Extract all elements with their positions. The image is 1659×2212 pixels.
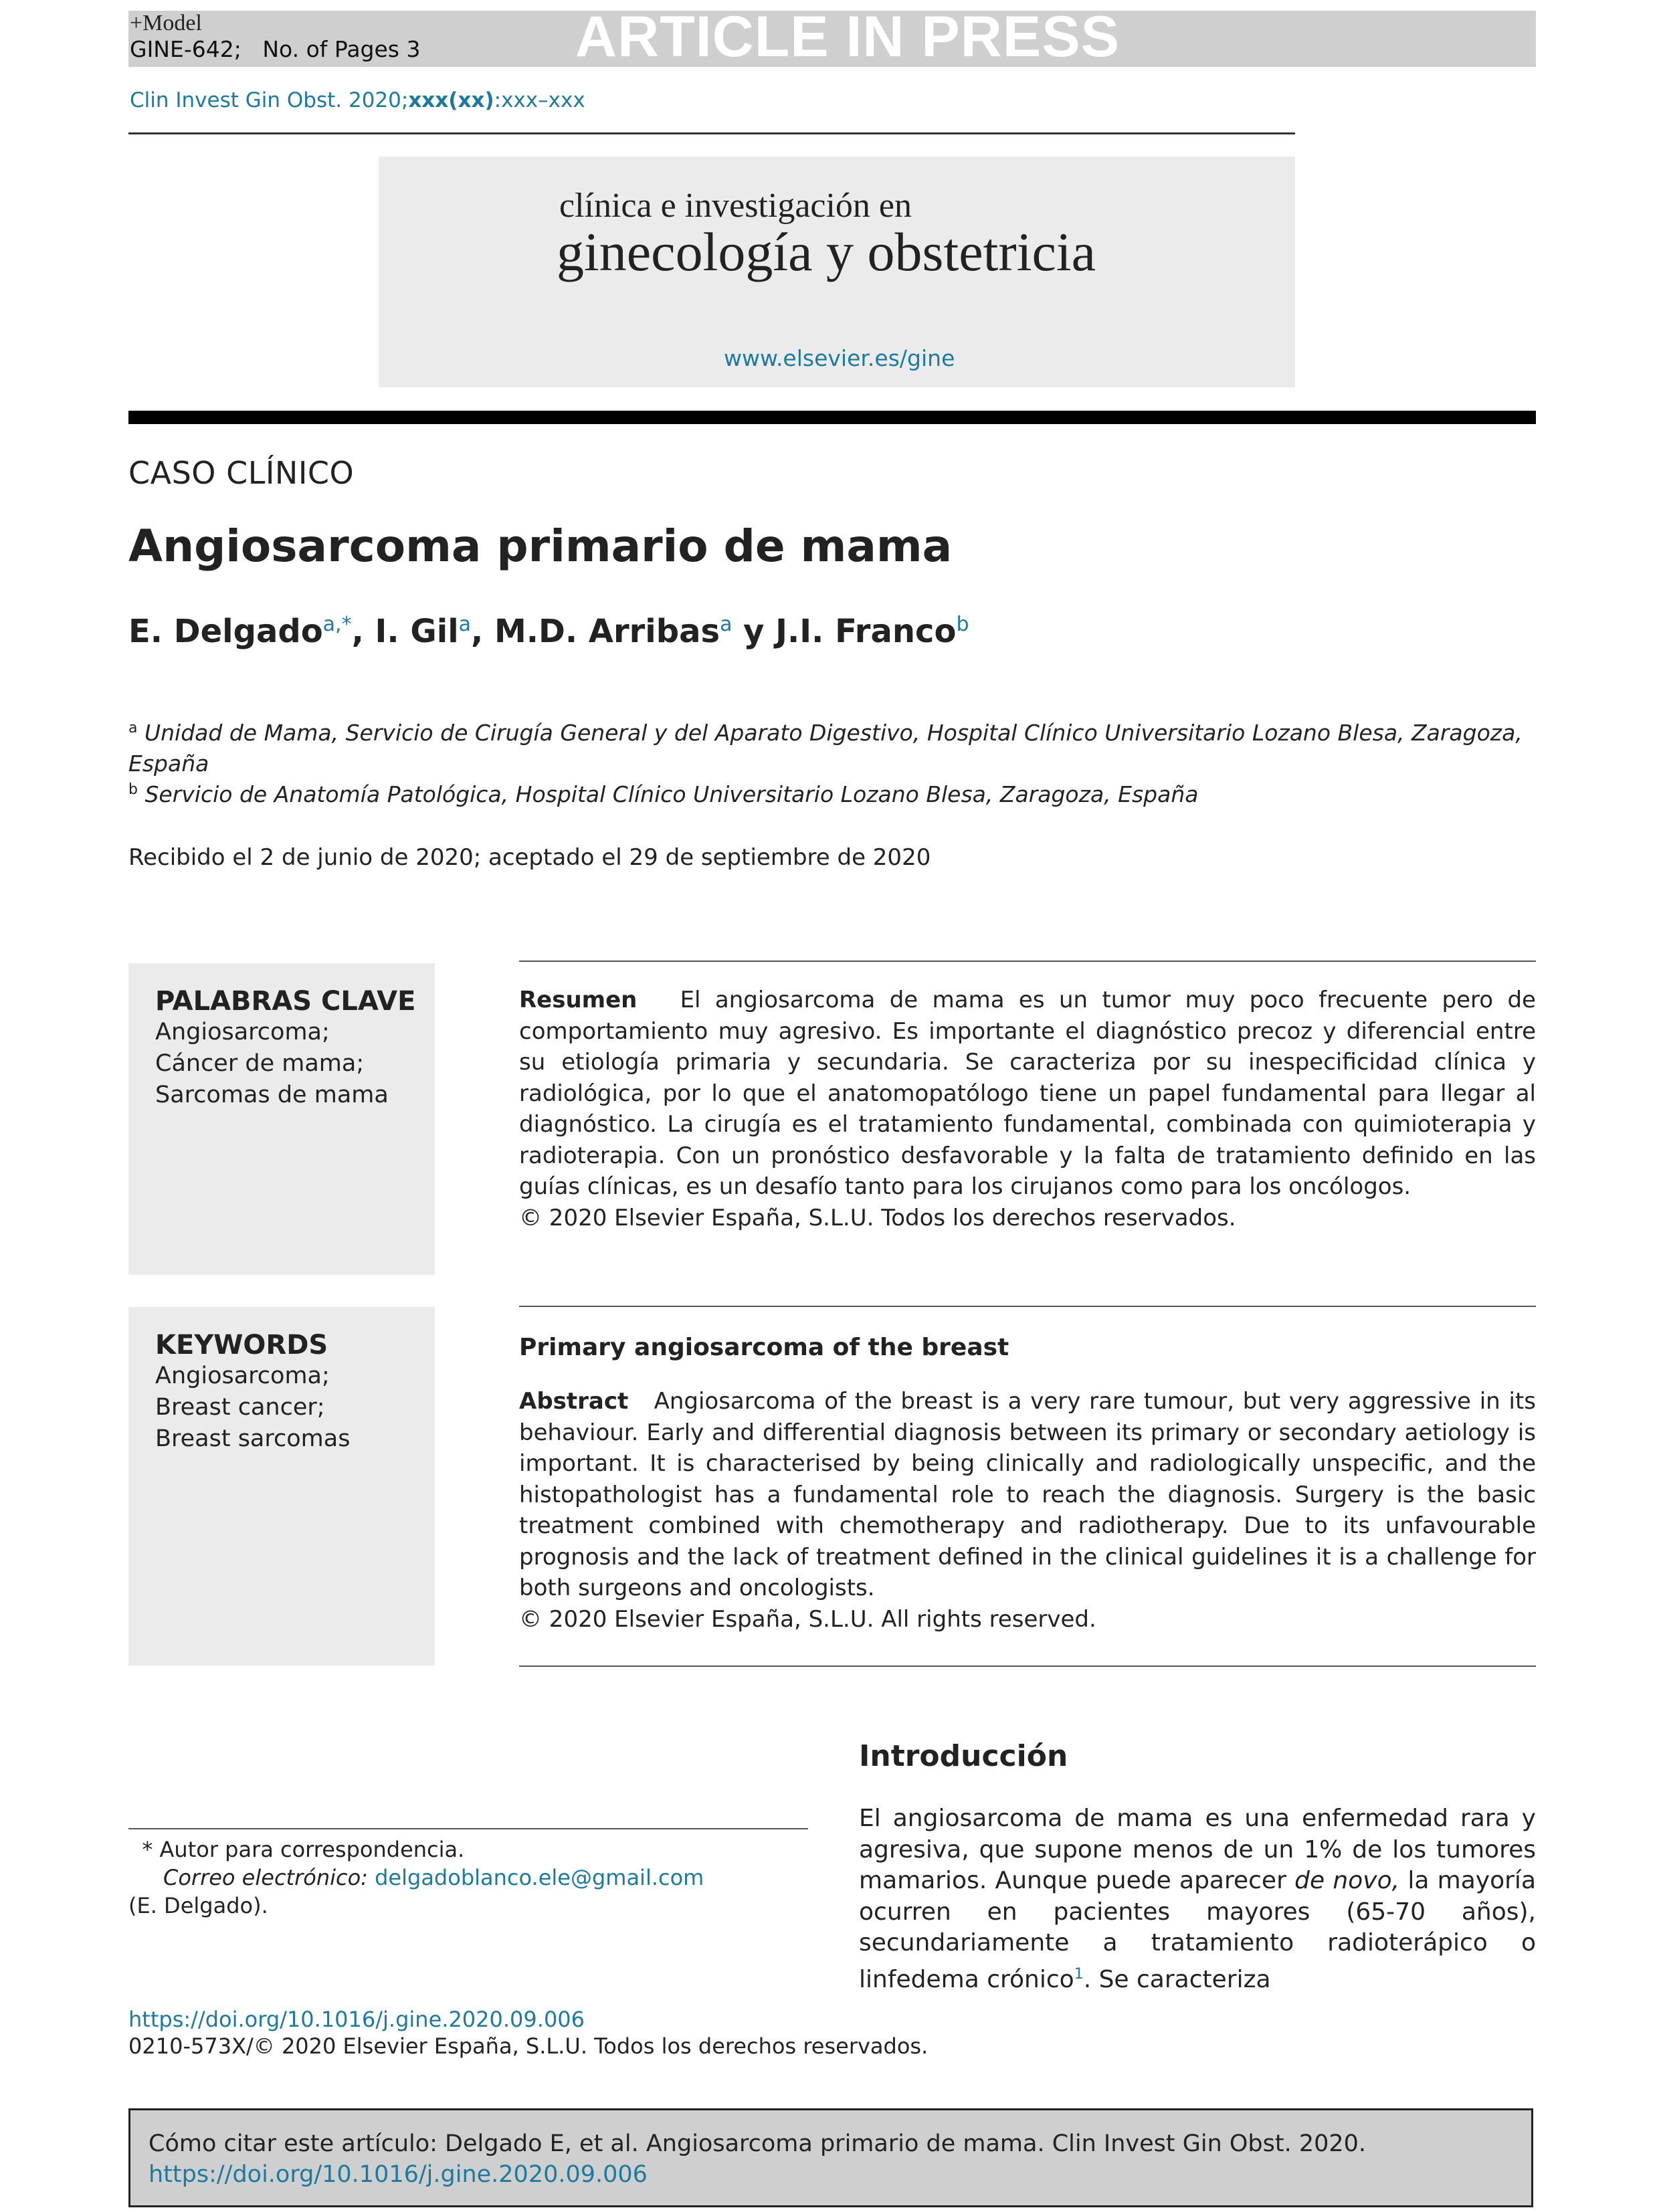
email-owner: (E. Delgado). — [128, 1893, 268, 1918]
abstract-es-top-rule — [519, 961, 1536, 962]
abstract-en-bottom-rule — [519, 1666, 1536, 1667]
author-affiliation-mark[interactable]: a — [458, 613, 472, 636]
footnote-star: * — [142, 1837, 153, 1862]
intro-text-italic: de novo, — [1294, 1867, 1400, 1894]
article-type: CASO CLÍNICO — [128, 455, 355, 491]
intro-text-part: . Se caracteriza — [1083, 1965, 1271, 1993]
keywords-es-box — [128, 963, 435, 1275]
header-divider — [128, 132, 1295, 134]
author-name[interactable]: E. Delgado — [128, 613, 323, 650]
affiliation-text: Unidad de Mama, Servicio de Cirugía General y del Aparato Digestivo, Hospital Clínico Universitario Lozano Blesa, Zaragoza, España — [128, 720, 1523, 777]
corresponding-author-note — [128, 1835, 808, 1864]
keywords-es-heading: PALABRAS CLAVE — [155, 986, 416, 1017]
author-name[interactable]: I. Gil — [375, 613, 459, 650]
author-affiliation-mark[interactable]: b — [956, 613, 969, 636]
cite-doi-link[interactable]: https://doi.org/10.1016/j.gine.2020.09.006 — [149, 2161, 648, 2188]
footnote-divider — [128, 1828, 808, 1829]
keywords-en-heading: KEYWORDS — [155, 1330, 328, 1361]
abstract-en-top-rule — [519, 1306, 1536, 1307]
author-separator: y — [732, 613, 776, 650]
email-label: Correo electrónico: — [163, 1865, 368, 1890]
citation-volume: xxx(xx) — [408, 88, 494, 112]
introduction-heading: Introducción — [859, 1739, 1068, 1773]
received-dates: Recibido el 2 de junio de 2020; aceptado el 29 de septiembre de 2020 — [128, 844, 931, 871]
abstract-es-label: Resumen — [519, 987, 638, 1013]
author-name[interactable]: J.I. Franco — [775, 613, 957, 650]
author-name[interactable]: M.D. Arribas — [494, 613, 720, 650]
journal-name-line2: ginecología y obstetricia — [557, 221, 1096, 282]
abstract-es — [519, 985, 1536, 1233]
keyword-item: Breast sarcomas — [155, 1425, 351, 1452]
reference-link[interactable]: 1 — [1074, 1965, 1084, 1983]
affiliation-mark: b — [128, 781, 138, 798]
author-list — [128, 613, 969, 650]
title-divider — [128, 411, 1536, 424]
plus-model-label: +Model — [130, 11, 202, 35]
keyword-item: Angiosarcoma; — [155, 1363, 330, 1389]
keyword-item: Sarcomas de mama — [155, 1082, 389, 1108]
doi-link[interactable]: https://doi.org/10.1016/j.gine.2020.09.006 — [128, 2007, 585, 2032]
affiliation-mark: a — [128, 720, 138, 736]
keyword-item: Angiosarcoma; — [155, 1019, 330, 1045]
keyword-item: Cáncer de mama; — [155, 1050, 365, 1077]
abstract-en-label: Abstract — [519, 1388, 629, 1415]
affiliation-text: Servicio de Anatomía Patológica, Hospital Clínico Universitario Lozano Blesa, Zaragoza, España — [144, 781, 1199, 807]
abstract-en — [519, 1386, 1536, 1635]
author-affiliation-mark[interactable]: a,* — [322, 613, 352, 636]
keyword-item: Breast cancer; — [155, 1394, 325, 1421]
journal-name-line1: clínica e investigación en — [559, 187, 912, 225]
introduction-text — [859, 1803, 1536, 1995]
cite-sentence: Cómo citar este artículo: Delgado E, et al. Angiosarcoma primario de mama. Clin Invest Gin Obst. 2020. — [149, 2130, 1367, 2157]
affiliation-a — [128, 713, 1536, 779]
abstract-en-copyright: © 2020 Elsevier España, S.L.U. All rights reserved. — [519, 1605, 1096, 1633]
abstract-en-title: Primary angiosarcoma of the breast — [519, 1334, 1009, 1361]
intro-text-part: El angiosarcoma de mama es una enfermedad rara y agresiva, que supone menos de un 1% de los tumores mamarios. Aunque puede aparecer — [859, 1805, 1536, 1894]
issn-copyright: 0210-573X/© 2020 Elsevier España, S.L.U. Todos los derechos reservados. — [128, 2033, 929, 2059]
email-link[interactable]: delgadoblanco.ele@gmail.com — [375, 1865, 704, 1890]
keywords-en-box — [128, 1307, 435, 1666]
citation-pages: :xxx–xxx — [494, 88, 585, 112]
abstract-es-text: El angiosarcoma de mama es un tumor muy poco frecuente pero de comportamiento muy agresivo. Es importante el diagnóstico precoz y diferencial entre su etiología primaria y secundaria. Se caracteriza por su inespecificidad clínica y radiológica, por lo que el anatomopatólogo tiene un papel fundamental para llegar al diagnóstico. La cirugía es el tratamiento fundamental, combinada con quimioterapia y radioterapia. Con un pronóstico desfavorable y la falta de tratamiento definido en las guías clínicas, es un desafío tanto para los cirujanos como para los oncólogos. — [519, 987, 1536, 1200]
manuscript-code — [130, 36, 420, 62]
email-line — [163, 1864, 843, 1892]
abstract-en-text: Angiosarcoma of the breast is a very rare tumour, but very aggressive in its behaviour. Early and differential diagnosis between its primary or secondary aetiology is important. It is characterised by being clinically and radiologically unspecific, and the histopathologist has a fundamental role to reach the diagnosis. Surgery is the basic treatment combined with chemotherapy and radiotherapy. Due to its unfavourable prognosis and the lack of treatment defined in the clinical guidelines it is a challenge for both surgeons and oncologists. — [519, 1388, 1536, 1601]
author-separator: , — [471, 613, 494, 650]
manuscript-id: GINE-642; — [130, 36, 241, 62]
abstract-es-copyright: © 2020 Elsevier España, S.L.U. Todos los derechos reservados. — [519, 1204, 1236, 1231]
affiliation-b — [128, 775, 1536, 810]
footnote-label: Autor para correspondencia. — [159, 1837, 465, 1862]
journal-citation-line[interactable] — [130, 88, 585, 112]
intro-text-part: la mayoría ocurren en pacientes mayores (65-70 años), secundariamente a tratamiento radioterápico o linfedema crónico — [859, 1867, 1536, 1993]
article-in-press-label: ARTICLE IN PRESS — [575, 5, 1120, 69]
author-affiliation-mark[interactable]: a — [720, 613, 733, 636]
page-count: No. of Pages 3 — [262, 36, 421, 62]
article-title: Angiosarcoma primario de mama — [128, 520, 953, 572]
journal-url-link[interactable]: www.elsevier.es/gine — [724, 345, 955, 371]
how-to-cite-text — [149, 2128, 1516, 2190]
citation-journal: Clin Invest Gin Obst. 2020; — [130, 88, 409, 112]
author-separator: , — [351, 613, 375, 650]
